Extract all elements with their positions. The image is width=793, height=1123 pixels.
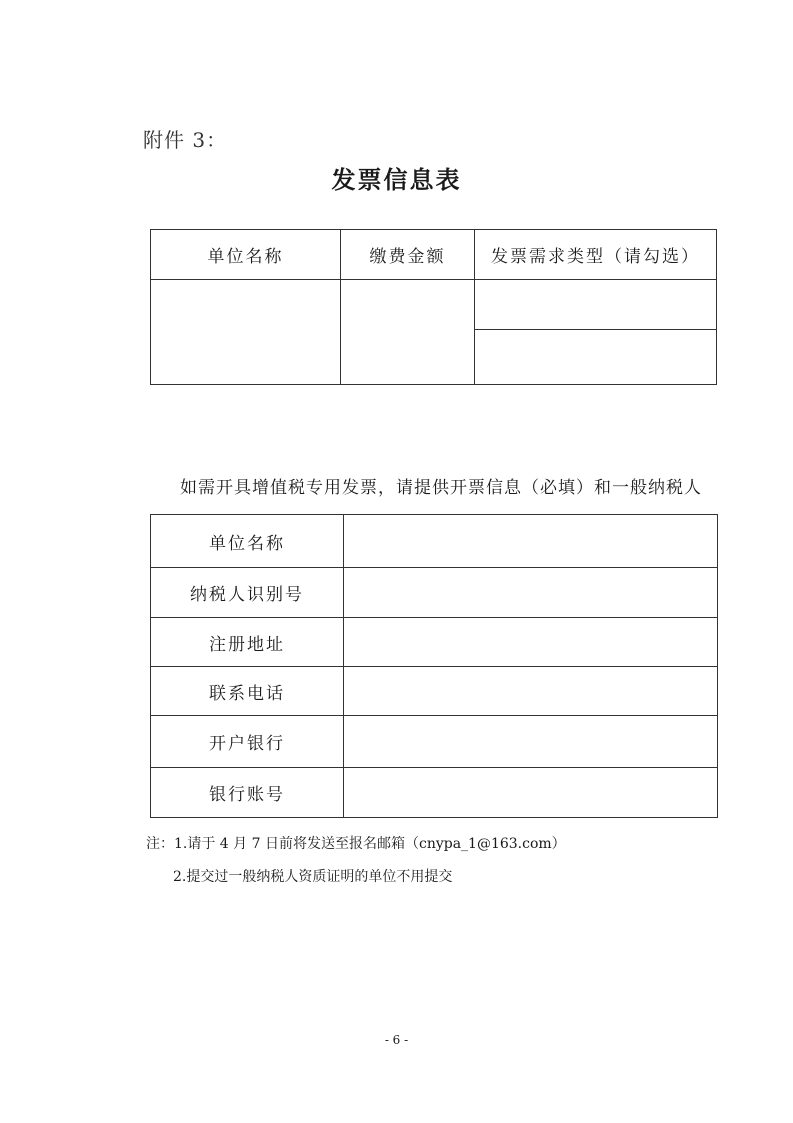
label-bank-account: 银行账号 (151, 768, 344, 818)
header-fee-amount: 缴费金额 (341, 230, 475, 280)
value-bank[interactable] (344, 716, 718, 768)
unit-name-cell[interactable] (151, 280, 341, 385)
value-taxpayer-id[interactable] (344, 568, 718, 618)
value-phone[interactable] (344, 667, 718, 716)
header-unit-name: 单位名称 (151, 230, 341, 280)
invoice-type-table (150, 229, 717, 385)
intro-text: 如需开具增值税专用发票，请提供开票信息（必填）和一般纳税人 (180, 478, 702, 498)
page-title: 发票信息表 (331, 165, 462, 194)
fee-amount-cell[interactable] (341, 280, 475, 385)
header-invoice-type: 发票需求类型（请勾选） (475, 230, 717, 280)
label-taxpayer-id: 纳税人识别号 (151, 568, 344, 618)
value-registered-address[interactable] (344, 618, 718, 667)
value-bank-account[interactable] (344, 768, 718, 818)
page-number: - 6 - (384, 1033, 409, 1047)
billing-info-table (150, 514, 718, 818)
attachment-label: 附件 3： (143, 128, 228, 152)
value-unit-name[interactable] (344, 515, 718, 568)
note-1: 注：1.请于 4 月 7 日前将发送至报名邮箱（cnypa_1@163.com） (146, 836, 566, 852)
invoice-type-option-1[interactable] (475, 280, 717, 330)
label-registered-address: 注册地址 (151, 618, 344, 667)
label-unit-name: 单位名称 (151, 515, 344, 568)
note-2: 2.提交过一般纳税人资质证明的单位不用提交 (173, 869, 453, 885)
label-bank: 开户银行 (151, 716, 344, 768)
invoice-type-option-2[interactable] (475, 330, 717, 385)
label-phone: 联系电话 (151, 667, 344, 716)
